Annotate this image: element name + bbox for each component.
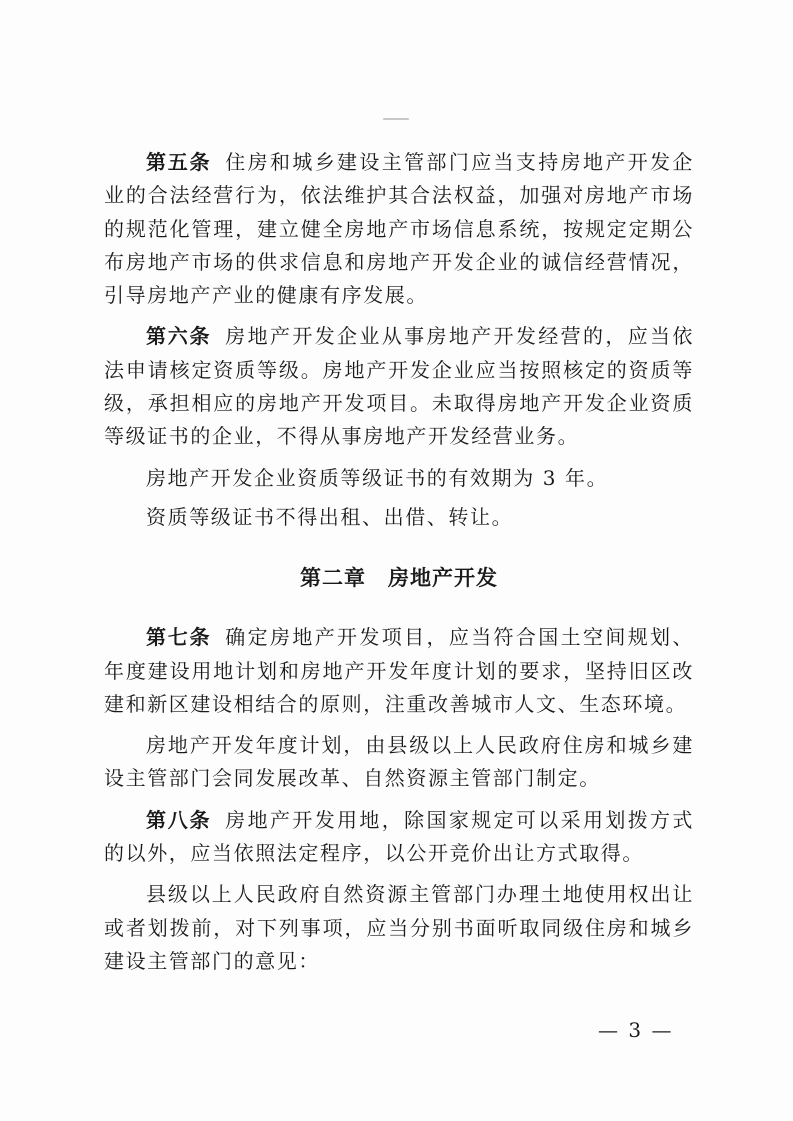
article-5 [104, 146, 694, 312]
article-6 [104, 320, 694, 453]
article-5-heading: 第五条 [146, 150, 212, 174]
article-6-paragraph-3: 资质等级证书不得出租、出借、转让。 [146, 504, 514, 529]
chapter-title: 房地产开发 [388, 566, 498, 591]
page-number: — 3 — [598, 1018, 674, 1042]
article-8 [104, 804, 694, 871]
article-7-paragraph-2: 房地产开发年度计划，由县级以上人民政府住房和城乡建设主管部门会同发展改革、自然资源主管部门制定。 [104, 733, 694, 791]
article-6-paragraph-2: 房地产开发企业资质等级证书的有效期为 3 年。 [146, 465, 609, 490]
chapter-number: 第二章 [300, 566, 366, 591]
article-7-text: 确定房地产开发项目，应当符合国土空间规划、年度建设用地计划和房地产开发年度计划的要求，坚持旧区改建和新区建设相结合的原则，注重改善城市人文、生态环境。 [104, 625, 695, 716]
chapter-heading [104, 563, 694, 593]
article-7 [104, 621, 694, 721]
article-8-heading: 第八条 [146, 807, 212, 832]
document-body [104, 146, 694, 978]
article-8-paragraph-2: 县级以上人民政府自然资源主管部门办理土地使用权出让或者划拨前，对下列事项，应当分别书面听取同级住房和城乡建设主管部门的意见： [104, 882, 694, 973]
article-6-text: 房地产开发企业从事房地产开发经营的，应当依法申请核定资质等级。房地产开发企业应当按照核定的资质等级，承担相应的房地产开发项目。未取得房地产开发企业资质等级证书的企业，不得从事房地产开发经营业务。 [104, 324, 695, 449]
article-7-heading: 第七条 [146, 625, 212, 650]
scan-mark [383, 118, 409, 120]
article-6-heading: 第六条 [146, 324, 212, 349]
article-8-text: 房地产开发用地，除国家规定可以采用划拨方式的以外，应当依照法定程序，以公开竞价出让方式取得。 [104, 807, 695, 866]
article-5-text: 住房和城乡建设主管部门应当支持房地产开发企业的合法经营行为，依法维护其合法权益，加强对房地产市场的规范化管理，建立健全房地产市场信息系统，按规定定期公布房地产市场的供求信息和房地产开发企业的诚信经营情况，引导房地产产业的健康有序发展。 [104, 150, 695, 308]
